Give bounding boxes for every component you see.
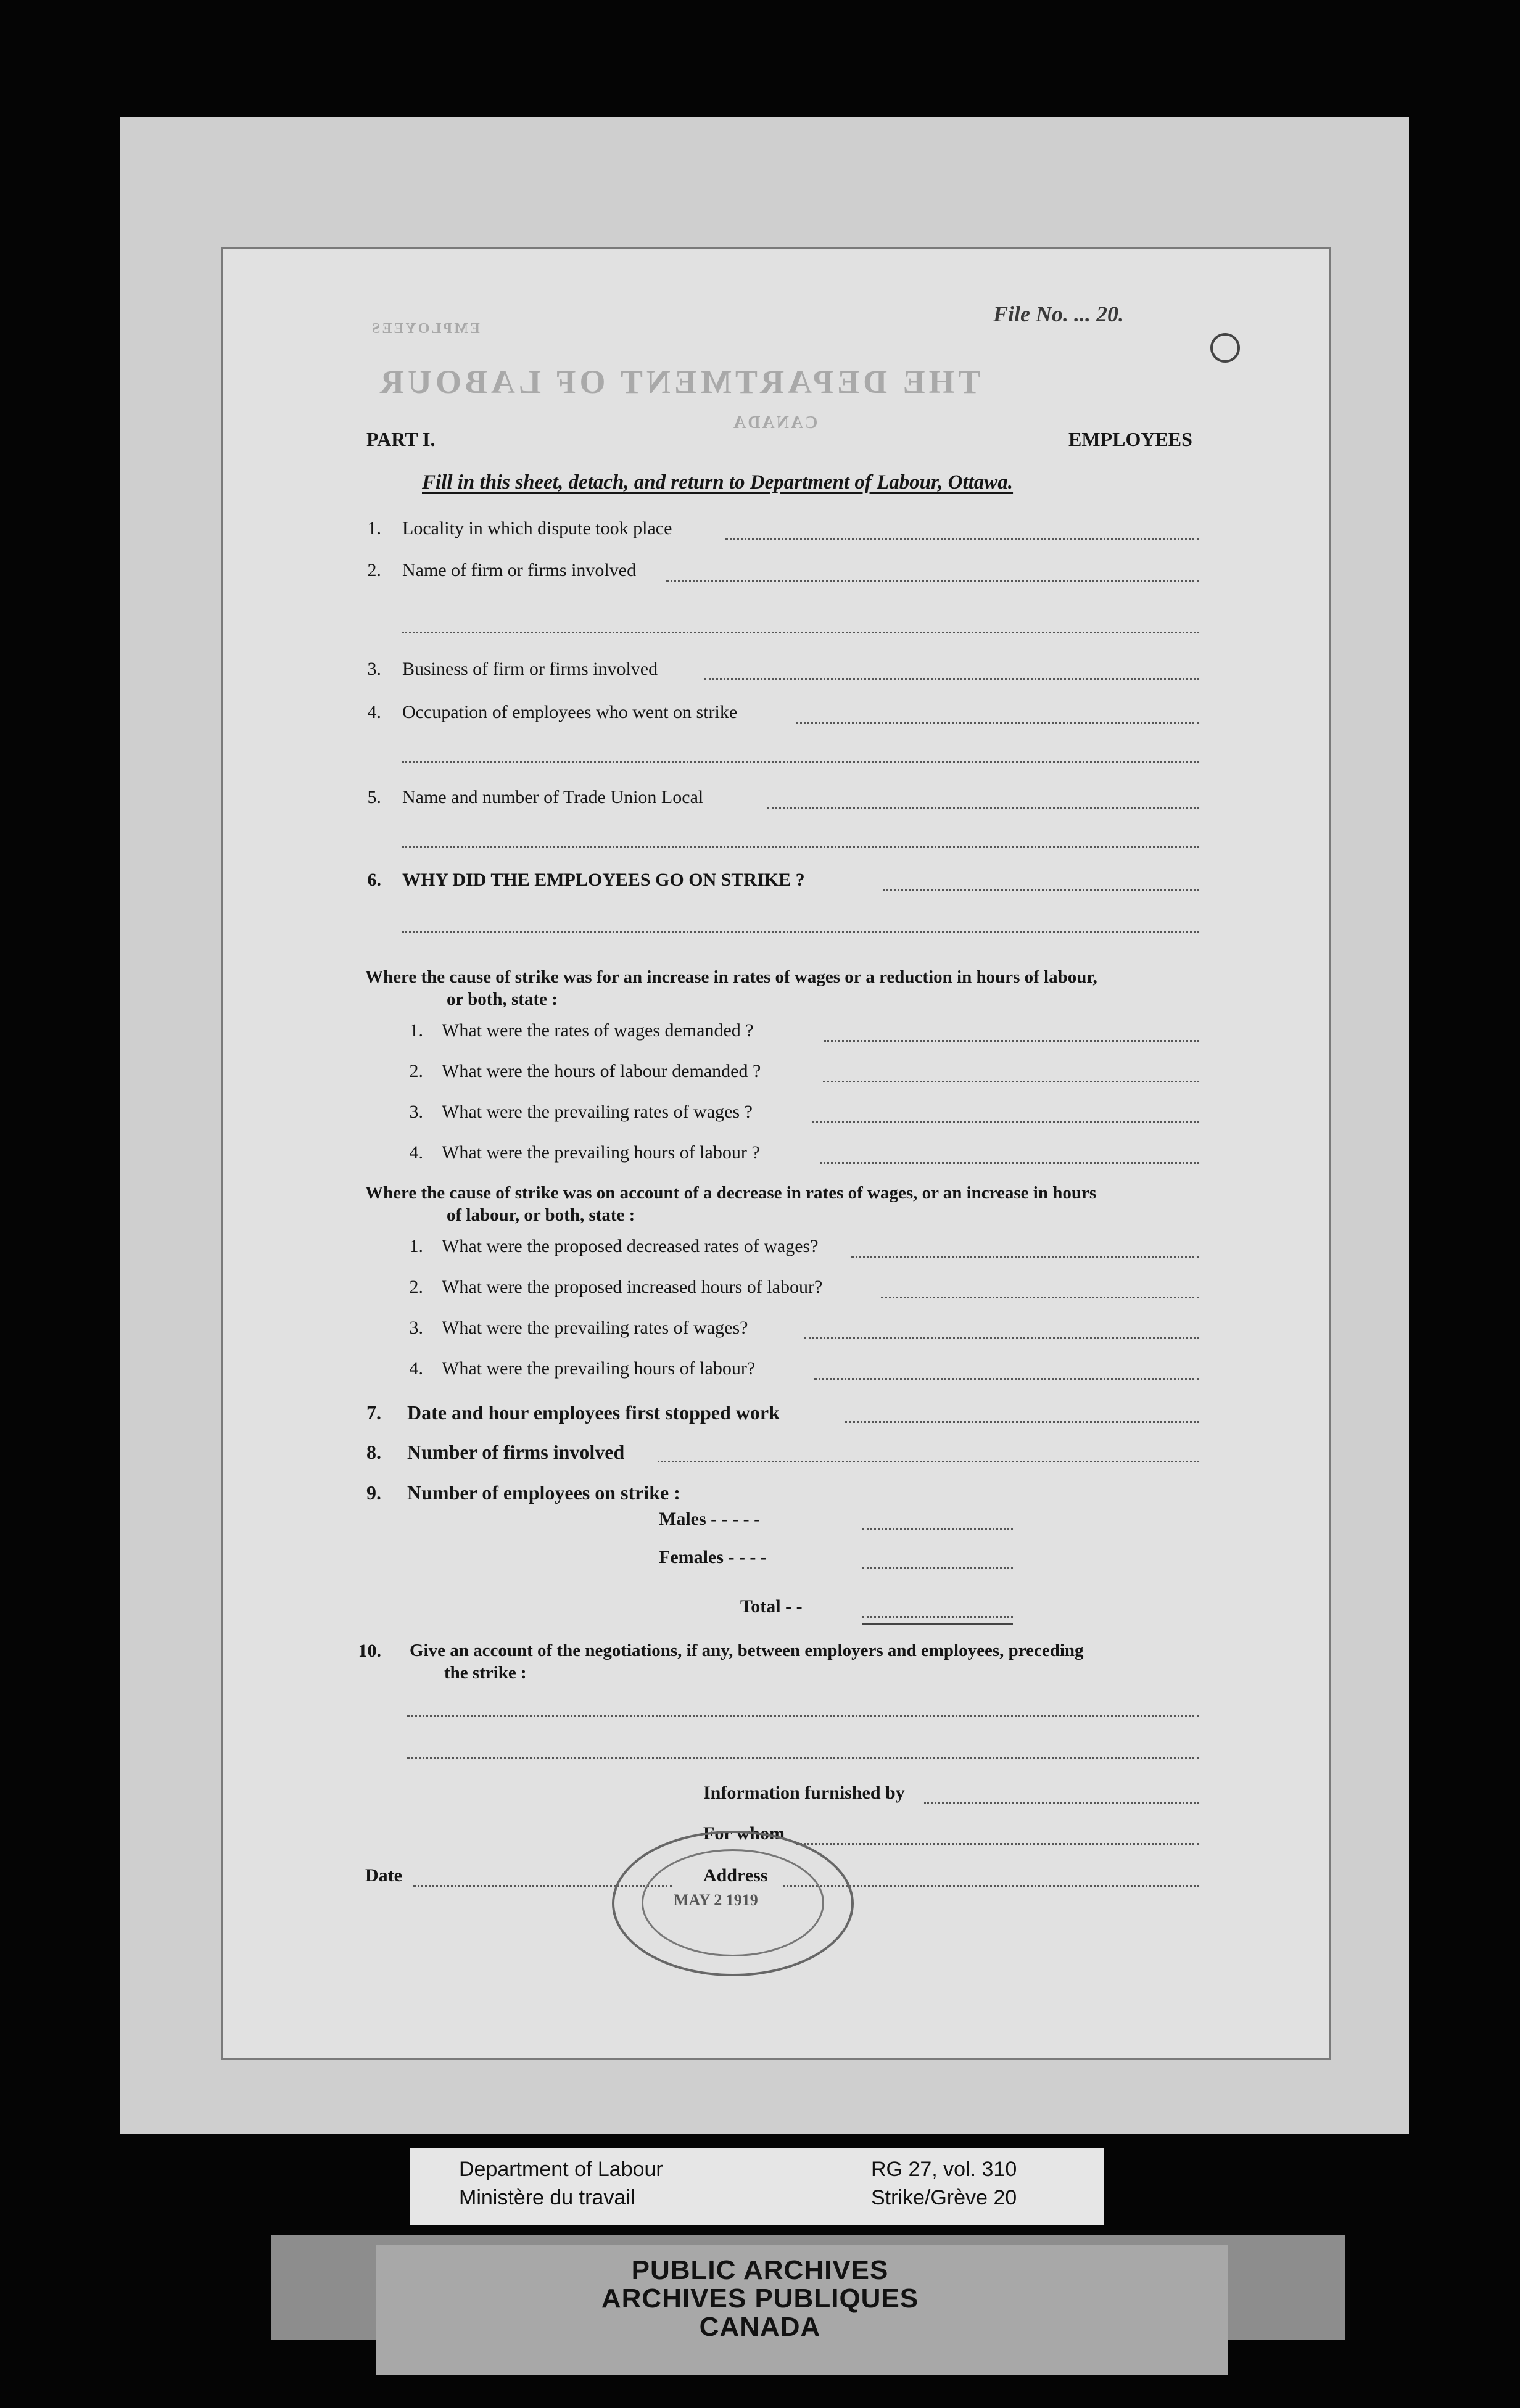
- dec-4-label: What were the prevailing hours of labour?: [442, 1358, 756, 1379]
- q1-line[interactable]: [725, 538, 1199, 540]
- increase-intro-2: or both, state :: [447, 989, 558, 1009]
- q9-label: Number of employees on strike :: [407, 1482, 680, 1504]
- inc-4-number: 4.: [409, 1142, 423, 1163]
- q6-line[interactable]: [883, 889, 1199, 891]
- dec-1-label: What were the proposed decreased rates of wages?: [442, 1236, 819, 1256]
- q2-label: Name of firm or firms involved: [402, 560, 637, 580]
- q1-label: Locality in which dispute took place: [402, 518, 672, 538]
- q5-label: Name and number of Trade Union Local: [402, 787, 704, 807]
- dec-2-number: 2.: [409, 1277, 423, 1297]
- q6-number: 6.: [367, 870, 381, 890]
- dec-1-line[interactable]: [851, 1256, 1199, 1258]
- inc-2-number: 2.: [409, 1061, 423, 1081]
- q4-line-2[interactable]: [402, 761, 1199, 763]
- q2-line-2[interactable]: [402, 632, 1199, 633]
- file-ref: File No. ... 20.: [993, 302, 1124, 326]
- inc-4-label: What were the prevailing hours of labour ?: [442, 1142, 760, 1163]
- females-label: Females - - - -: [659, 1547, 767, 1567]
- dec-4-number: 4.: [409, 1358, 423, 1379]
- q9-number: 9.: [366, 1482, 381, 1504]
- punch-hole: [1210, 333, 1240, 363]
- decrease-intro-2: of labour, or both, state :: [447, 1205, 635, 1225]
- dec-3-number: 3.: [409, 1317, 423, 1338]
- bleed-canada: CANADA: [732, 413, 818, 432]
- q4-label: Occupation of employees who went on strike: [402, 702, 738, 722]
- inc-3-number: 3.: [409, 1102, 423, 1122]
- q10-number: 10.: [358, 1641, 381, 1661]
- increase-intro: Where the cause of strike was for an increase in rates of wages or a reduction in hours of labour,: [365, 967, 1097, 987]
- info-furnished-line[interactable]: [924, 1802, 1199, 1804]
- dec-3-line[interactable]: [804, 1337, 1199, 1339]
- inc-1-label: What were the rates of wages demanded ?: [442, 1020, 754, 1041]
- inc-3-line[interactable]: [812, 1121, 1199, 1123]
- inc-3-label: What were the prevailing rates of wages ?: [442, 1102, 753, 1122]
- q3-line[interactable]: [704, 678, 1199, 680]
- q4-line[interactable]: [796, 722, 1199, 724]
- q3-number: 3.: [367, 659, 381, 679]
- dec-4-line[interactable]: [814, 1378, 1199, 1380]
- total-double-rule: [862, 1623, 1013, 1625]
- date-label: Date: [365, 1865, 402, 1886]
- dept-en: Department of Labour: [459, 2158, 663, 2181]
- dept-fr: Ministère du travail: [459, 2186, 635, 2209]
- decrease-intro: Where the cause of strike was on account of a decrease in rates of wages, or an increase in hours: [365, 1183, 1097, 1203]
- inc-2-label: What were the hours of labour demanded ?: [442, 1061, 761, 1081]
- address-label: Address: [703, 1865, 768, 1886]
- q8-number: 8.: [366, 1441, 381, 1463]
- q10-line-2[interactable]: [407, 1757, 1199, 1759]
- dec-1-number: 1.: [409, 1236, 423, 1256]
- q6-line-2[interactable]: [402, 931, 1199, 933]
- info-furnished-label: Information furnished by: [703, 1783, 905, 1803]
- dec-2-line[interactable]: [881, 1297, 1199, 1298]
- q7-label: Date and hour employees first stopped work: [407, 1401, 780, 1424]
- inc-1-number: 1.: [409, 1020, 423, 1041]
- inc-2-line[interactable]: [823, 1081, 1199, 1082]
- total-label: Total - -: [740, 1596, 803, 1617]
- males-label: Males - - - - -: [659, 1509, 761, 1529]
- for-whom-line[interactable]: [796, 1843, 1199, 1845]
- instruction-line: Fill in this sheet, detach, and return to Department of Labour, Ottawa.: [422, 471, 1014, 493]
- q8-line[interactable]: [658, 1461, 1199, 1462]
- females-line[interactable]: [862, 1567, 1013, 1569]
- q8-label: Number of firms involved: [407, 1441, 625, 1463]
- stamp-date: MAY 2 1919: [674, 1891, 758, 1909]
- q5-number: 5.: [367, 787, 381, 807]
- q4-number: 4.: [367, 702, 381, 722]
- q7-number: 7.: [366, 1401, 381, 1424]
- public-archives: PUBLIC ARCHIVES: [631, 2255, 889, 2285]
- rg-reference: RG 27, vol. 310: [871, 2158, 1017, 2181]
- q6-label: WHY DID THE EMPLOYEES GO ON STRIKE ?: [402, 870, 805, 890]
- q3-label: Business of firm or firms involved: [402, 659, 658, 679]
- inc-1-line[interactable]: [824, 1040, 1199, 1042]
- total-line[interactable]: [862, 1616, 1013, 1618]
- dec-2-label: What were the proposed increased hours of labour?: [442, 1277, 823, 1297]
- employees-label: EMPLOYEES: [1068, 428, 1192, 450]
- dec-3-label: What were the prevailing rates of wages?: [442, 1317, 748, 1338]
- inc-4-line[interactable]: [820, 1162, 1199, 1164]
- bleed-employees: EMPLOYEES: [370, 321, 480, 337]
- q5-line[interactable]: [767, 807, 1199, 809]
- archives-publiques: ARCHIVES PUBLIQUES: [601, 2283, 919, 2314]
- q7-line[interactable]: [845, 1421, 1199, 1423]
- q1-number: 1.: [367, 518, 381, 538]
- q5-line-2[interactable]: [402, 846, 1199, 848]
- archive-label-card: [410, 2148, 1104, 2225]
- males-line[interactable]: [862, 1528, 1013, 1530]
- q10-label-2: the strike :: [444, 1663, 527, 1683]
- q10-label: Give an account of the negotiations, if any, between employers and employees, preceding: [410, 1641, 1084, 1660]
- bleed-dept-title: THE DEPARTMENT OF LABOUR: [376, 363, 981, 400]
- q2-line[interactable]: [666, 580, 1199, 582]
- part-label: PART I.: [366, 428, 436, 450]
- for-whom-label: For whom: [703, 1823, 785, 1844]
- q10-line-1[interactable]: [407, 1715, 1199, 1717]
- archives-canada: CANADA: [699, 2312, 821, 2342]
- q2-number: 2.: [367, 560, 381, 580]
- strike-reference: Strike/Grève 20: [871, 2186, 1017, 2209]
